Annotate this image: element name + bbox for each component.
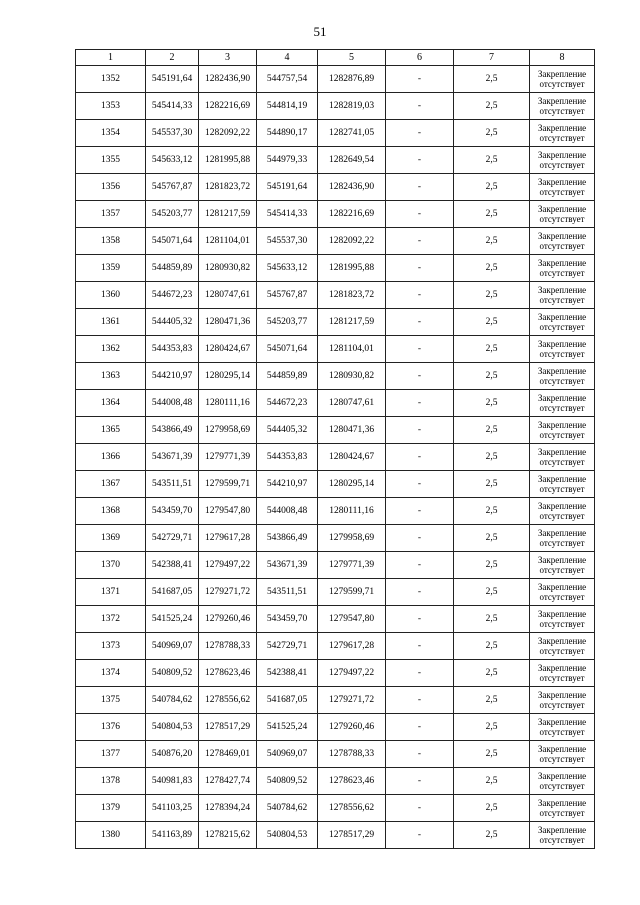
table-row	[76, 363, 595, 390]
cell-tolerance: 2,5	[454, 120, 530, 147]
cell-fixing-note: Закрепление отсутствует	[530, 309, 595, 336]
cell-tolerance: 2,5	[454, 579, 530, 606]
cell-y-start: 1278788,33	[199, 633, 257, 660]
cell-x-start: 540809,52	[146, 660, 199, 687]
table-row	[76, 498, 595, 525]
cell-point-number: 1378	[76, 768, 146, 795]
cell-tolerance: 2,5	[454, 525, 530, 552]
cell-x-end: 545414,33	[257, 201, 318, 228]
cell-y-start: 1278215,62	[199, 822, 257, 849]
cell-length: -	[386, 660, 454, 687]
cell-point-number: 1370	[76, 552, 146, 579]
cell-point-number: 1357	[76, 201, 146, 228]
cell-y-start: 1280471,36	[199, 309, 257, 336]
cell-y-end: 1281995,88	[318, 255, 386, 282]
cell-tolerance: 2,5	[454, 390, 530, 417]
cell-fixing-note: Закрепление отсутствует	[530, 633, 595, 660]
table-row	[76, 255, 595, 282]
cell-x-start: 545633,12	[146, 147, 199, 174]
cell-x-end: 542729,71	[257, 633, 318, 660]
cell-tolerance: 2,5	[454, 444, 530, 471]
cell-length: -	[386, 309, 454, 336]
cell-y-start: 1280111,16	[199, 390, 257, 417]
cell-point-number: 1362	[76, 336, 146, 363]
cell-x-start: 544405,32	[146, 309, 199, 336]
table-row	[76, 552, 595, 579]
cell-y-end: 1280424,67	[318, 444, 386, 471]
cell-x-start: 543511,51	[146, 471, 199, 498]
cell-fixing-note: Закрепление отсутствует	[530, 498, 595, 525]
cell-tolerance: 2,5	[454, 471, 530, 498]
cell-y-start: 1281104,01	[199, 228, 257, 255]
cell-length: -	[386, 282, 454, 309]
cell-y-start: 1279771,39	[199, 444, 257, 471]
cell-y-end: 1282876,89	[318, 66, 386, 93]
cell-fixing-note: Закрепление отсутствует	[530, 201, 595, 228]
cell-tolerance: 2,5	[454, 552, 530, 579]
table-row	[76, 120, 595, 147]
cell-length: -	[386, 336, 454, 363]
cell-y-end: 1280747,61	[318, 390, 386, 417]
cell-point-number: 1369	[76, 525, 146, 552]
cell-length: -	[386, 498, 454, 525]
column-header: 7	[454, 50, 530, 66]
cell-point-number: 1372	[76, 606, 146, 633]
cell-point-number: 1371	[76, 579, 146, 606]
cell-tolerance: 2,5	[454, 93, 530, 120]
cell-point-number: 1375	[76, 687, 146, 714]
cell-length: -	[386, 255, 454, 282]
cell-x-end: 544353,83	[257, 444, 318, 471]
cell-x-end: 543866,49	[257, 525, 318, 552]
cell-x-end: 544814,19	[257, 93, 318, 120]
cell-y-end: 1279771,39	[318, 552, 386, 579]
cell-tolerance: 2,5	[454, 417, 530, 444]
cell-x-end: 540809,52	[257, 768, 318, 795]
cell-y-end: 1280111,16	[318, 498, 386, 525]
cell-point-number: 1380	[76, 822, 146, 849]
table-row	[76, 282, 595, 309]
cell-fixing-note: Закрепление отсутствует	[530, 66, 595, 93]
cell-y-start: 1278394,24	[199, 795, 257, 822]
column-header: 3	[199, 50, 257, 66]
table-row	[76, 471, 595, 498]
cell-x-end: 545071,64	[257, 336, 318, 363]
cell-tolerance: 2,5	[454, 66, 530, 93]
cell-point-number: 1356	[76, 174, 146, 201]
table-row	[76, 525, 595, 552]
cell-point-number: 1363	[76, 363, 146, 390]
cell-point-number: 1355	[76, 147, 146, 174]
cell-x-end: 543459,70	[257, 606, 318, 633]
cell-tolerance: 2,5	[454, 768, 530, 795]
cell-y-end: 1282741,05	[318, 120, 386, 147]
cell-tolerance: 2,5	[454, 498, 530, 525]
cell-y-end: 1279617,28	[318, 633, 386, 660]
cell-x-end: 541525,24	[257, 714, 318, 741]
cell-y-start: 1281217,59	[199, 201, 257, 228]
cell-length: -	[386, 741, 454, 768]
cell-x-start: 544672,23	[146, 282, 199, 309]
cell-length: -	[386, 633, 454, 660]
cell-x-start: 541687,05	[146, 579, 199, 606]
cell-fixing-note: Закрепление отсутствует	[530, 336, 595, 363]
cell-x-end: 543511,51	[257, 579, 318, 606]
cell-y-end: 1280471,36	[318, 417, 386, 444]
cell-y-end: 1278788,33	[318, 741, 386, 768]
cell-length: -	[386, 174, 454, 201]
cell-point-number: 1353	[76, 93, 146, 120]
cell-y-start: 1278623,46	[199, 660, 257, 687]
cell-fixing-note: Закрепление отсутствует	[530, 660, 595, 687]
cell-length: -	[386, 579, 454, 606]
cell-length: -	[386, 606, 454, 633]
cell-y-end: 1281217,59	[318, 309, 386, 336]
cell-y-end: 1282216,69	[318, 201, 386, 228]
column-header: 2	[146, 50, 199, 66]
cell-fixing-note: Закрепление отсутствует	[530, 255, 595, 282]
cell-x-end: 541687,05	[257, 687, 318, 714]
cell-length: -	[386, 687, 454, 714]
cell-y-start: 1282092,22	[199, 120, 257, 147]
cell-x-start: 543459,70	[146, 498, 199, 525]
cell-length: -	[386, 120, 454, 147]
cell-x-end: 544757,54	[257, 66, 318, 93]
cell-x-end: 544672,23	[257, 390, 318, 417]
cell-x-start: 544353,83	[146, 336, 199, 363]
cell-fixing-note: Закрепление отсутствует	[530, 579, 595, 606]
cell-y-start: 1279497,22	[199, 552, 257, 579]
table-row	[76, 714, 595, 741]
cell-x-end: 545767,87	[257, 282, 318, 309]
cell-x-start: 542729,71	[146, 525, 199, 552]
cell-fixing-note: Закрепление отсутствует	[530, 120, 595, 147]
table-row	[76, 309, 595, 336]
cell-y-start: 1278517,29	[199, 714, 257, 741]
cell-fixing-note: Закрепление отсутствует	[530, 768, 595, 795]
cell-x-start: 545767,87	[146, 174, 199, 201]
cell-x-end: 544210,97	[257, 471, 318, 498]
cell-tolerance: 2,5	[454, 147, 530, 174]
cell-y-start: 1279958,69	[199, 417, 257, 444]
cell-length: -	[386, 795, 454, 822]
cell-x-start: 543671,39	[146, 444, 199, 471]
cell-x-start: 540969,07	[146, 633, 199, 660]
cell-x-end: 540969,07	[257, 741, 318, 768]
cell-tolerance: 2,5	[454, 255, 530, 282]
table-row	[76, 201, 595, 228]
cell-fixing-note: Закрепление отсутствует	[530, 282, 595, 309]
table-row	[76, 444, 595, 471]
cell-point-number: 1379	[76, 795, 146, 822]
table-row	[76, 768, 595, 795]
cell-y-start: 1282216,69	[199, 93, 257, 120]
cell-fixing-note: Закрепление отсутствует	[530, 417, 595, 444]
cell-point-number: 1373	[76, 633, 146, 660]
table-header	[76, 50, 595, 66]
cell-y-start: 1278556,62	[199, 687, 257, 714]
table-row	[76, 417, 595, 444]
cell-x-start: 545414,33	[146, 93, 199, 120]
cell-x-start: 543866,49	[146, 417, 199, 444]
cell-length: -	[386, 714, 454, 741]
cell-tolerance: 2,5	[454, 822, 530, 849]
cell-y-start: 1279547,80	[199, 498, 257, 525]
cell-fixing-note: Закрепление отсутствует	[530, 444, 595, 471]
cell-y-end: 1281823,72	[318, 282, 386, 309]
table-row	[76, 66, 595, 93]
cell-fixing-note: Закрепление отсутствует	[530, 714, 595, 741]
cell-length: -	[386, 66, 454, 93]
cell-y-end: 1282436,90	[318, 174, 386, 201]
cell-point-number: 1377	[76, 741, 146, 768]
cell-y-start: 1281995,88	[199, 147, 257, 174]
cell-y-end: 1280930,82	[318, 363, 386, 390]
cell-x-end: 540784,62	[257, 795, 318, 822]
cell-tolerance: 2,5	[454, 660, 530, 687]
coordinates-table	[75, 49, 595, 849]
column-header: 4	[257, 50, 318, 66]
cell-length: -	[386, 768, 454, 795]
table-row	[76, 579, 595, 606]
cell-tolerance: 2,5	[454, 606, 530, 633]
table-row	[76, 228, 595, 255]
cell-point-number: 1366	[76, 444, 146, 471]
cell-point-number: 1367	[76, 471, 146, 498]
cell-y-end: 1278517,29	[318, 822, 386, 849]
cell-point-number: 1360	[76, 282, 146, 309]
cell-x-start: 540981,83	[146, 768, 199, 795]
cell-y-start: 1280424,67	[199, 336, 257, 363]
cell-length: -	[386, 201, 454, 228]
cell-y-start: 1282436,90	[199, 66, 257, 93]
cell-y-start: 1281823,72	[199, 174, 257, 201]
page-number: 51	[313, 24, 327, 39]
cell-x-start: 544008,48	[146, 390, 199, 417]
cell-y-end: 1279497,22	[318, 660, 386, 687]
cell-x-end: 544890,17	[257, 120, 318, 147]
cell-point-number: 1359	[76, 255, 146, 282]
cell-tolerance: 2,5	[454, 228, 530, 255]
cell-y-start: 1279599,71	[199, 471, 257, 498]
cell-length: -	[386, 147, 454, 174]
cell-y-end: 1279599,71	[318, 579, 386, 606]
table-row	[76, 660, 595, 687]
cell-x-end: 545633,12	[257, 255, 318, 282]
cell-y-end: 1279547,80	[318, 606, 386, 633]
header-row	[76, 50, 595, 66]
table-row	[76, 606, 595, 633]
cell-fixing-note: Закрепление отсутствует	[530, 363, 595, 390]
table-row	[76, 687, 595, 714]
cell-x-end: 545537,30	[257, 228, 318, 255]
cell-x-start: 545191,64	[146, 66, 199, 93]
cell-length: -	[386, 552, 454, 579]
cell-fixing-note: Закрепление отсутствует	[530, 93, 595, 120]
cell-y-end: 1279958,69	[318, 525, 386, 552]
cell-y-start: 1280930,82	[199, 255, 257, 282]
cell-tolerance: 2,5	[454, 363, 530, 390]
cell-fixing-note: Закрепление отсутствует	[530, 147, 595, 174]
cell-length: -	[386, 363, 454, 390]
cell-x-end: 544979,33	[257, 147, 318, 174]
cell-x-end: 544859,89	[257, 363, 318, 390]
cell-y-end: 1278556,62	[318, 795, 386, 822]
cell-fixing-note: Закрепление отсутствует	[530, 471, 595, 498]
cell-point-number: 1358	[76, 228, 146, 255]
cell-fixing-note: Закрепление отсутствует	[530, 552, 595, 579]
cell-tolerance: 2,5	[454, 633, 530, 660]
cell-fixing-note: Закрепление отсутствует	[530, 741, 595, 768]
cell-y-end: 1280295,14	[318, 471, 386, 498]
cell-y-start: 1278427,74	[199, 768, 257, 795]
cell-fixing-note: Закрепление отсутствует	[530, 390, 595, 417]
cell-x-start: 545071,64	[146, 228, 199, 255]
cell-tolerance: 2,5	[454, 795, 530, 822]
table-row	[76, 336, 595, 363]
table-row	[76, 741, 595, 768]
cell-length: -	[386, 228, 454, 255]
cell-fixing-note: Закрепление отсутствует	[530, 795, 595, 822]
cell-length: -	[386, 822, 454, 849]
cell-fixing-note: Закрепление отсутствует	[530, 228, 595, 255]
cell-fixing-note: Закрепление отсутствует	[530, 687, 595, 714]
column-header: 6	[386, 50, 454, 66]
cell-length: -	[386, 444, 454, 471]
cell-tolerance: 2,5	[454, 282, 530, 309]
cell-x-start: 541163,89	[146, 822, 199, 849]
cell-point-number: 1364	[76, 390, 146, 417]
cell-x-start: 545537,30	[146, 120, 199, 147]
cell-point-number: 1361	[76, 309, 146, 336]
cell-y-end: 1282649,54	[318, 147, 386, 174]
cell-x-start: 540784,62	[146, 687, 199, 714]
cell-x-start: 541103,25	[146, 795, 199, 822]
cell-tolerance: 2,5	[454, 309, 530, 336]
cell-x-start: 545203,77	[146, 201, 199, 228]
cell-y-end: 1279260,46	[318, 714, 386, 741]
cell-x-end: 544008,48	[257, 498, 318, 525]
table-row	[76, 174, 595, 201]
table-row	[76, 633, 595, 660]
cell-tolerance: 2,5	[454, 336, 530, 363]
cell-point-number: 1365	[76, 417, 146, 444]
cell-length: -	[386, 525, 454, 552]
cell-y-end: 1282819,03	[318, 93, 386, 120]
cell-y-start: 1278469,01	[199, 741, 257, 768]
cell-y-start: 1280747,61	[199, 282, 257, 309]
cell-x-start: 542388,41	[146, 552, 199, 579]
cell-x-start: 544210,97	[146, 363, 199, 390]
cell-tolerance: 2,5	[454, 201, 530, 228]
table-row	[76, 822, 595, 849]
cell-y-end: 1282092,22	[318, 228, 386, 255]
cell-fixing-note: Закрепление отсутствует	[530, 822, 595, 849]
cell-x-end: 540804,53	[257, 822, 318, 849]
cell-fixing-note: Закрепление отсутствует	[530, 606, 595, 633]
cell-y-end: 1281104,01	[318, 336, 386, 363]
cell-x-end: 542388,41	[257, 660, 318, 687]
cell-x-end: 545203,77	[257, 309, 318, 336]
cell-x-end: 544405,32	[257, 417, 318, 444]
cell-point-number: 1354	[76, 120, 146, 147]
column-header: 1	[76, 50, 146, 66]
table-row	[76, 390, 595, 417]
cell-tolerance: 2,5	[454, 741, 530, 768]
cell-tolerance: 2,5	[454, 714, 530, 741]
cell-point-number: 1376	[76, 714, 146, 741]
cell-x-start: 540804,53	[146, 714, 199, 741]
table-row	[76, 93, 595, 120]
cell-fixing-note: Закрепление отсутствует	[530, 174, 595, 201]
cell-point-number: 1374	[76, 660, 146, 687]
cell-length: -	[386, 417, 454, 444]
cell-x-start: 541525,24	[146, 606, 199, 633]
cell-length: -	[386, 93, 454, 120]
cell-x-start: 540876,20	[146, 741, 199, 768]
table-body	[76, 66, 595, 849]
cell-fixing-note: Закрепление отсутствует	[530, 525, 595, 552]
cell-x-end: 545191,64	[257, 174, 318, 201]
column-header: 5	[318, 50, 386, 66]
cell-length: -	[386, 390, 454, 417]
cell-y-start: 1280295,14	[199, 363, 257, 390]
cell-y-end: 1279271,72	[318, 687, 386, 714]
cell-y-start: 1279617,28	[199, 525, 257, 552]
cell-y-start: 1279260,46	[199, 606, 257, 633]
table-row	[76, 147, 595, 174]
cell-y-end: 1278623,46	[318, 768, 386, 795]
cell-tolerance: 2,5	[454, 687, 530, 714]
cell-point-number: 1368	[76, 498, 146, 525]
cell-length: -	[386, 471, 454, 498]
cell-tolerance: 2,5	[454, 174, 530, 201]
cell-y-start: 1279271,72	[199, 579, 257, 606]
column-header: 8	[530, 50, 595, 66]
cell-x-start: 544859,89	[146, 255, 199, 282]
cell-point-number: 1352	[76, 66, 146, 93]
table-row	[76, 795, 595, 822]
cell-x-end: 543671,39	[257, 552, 318, 579]
